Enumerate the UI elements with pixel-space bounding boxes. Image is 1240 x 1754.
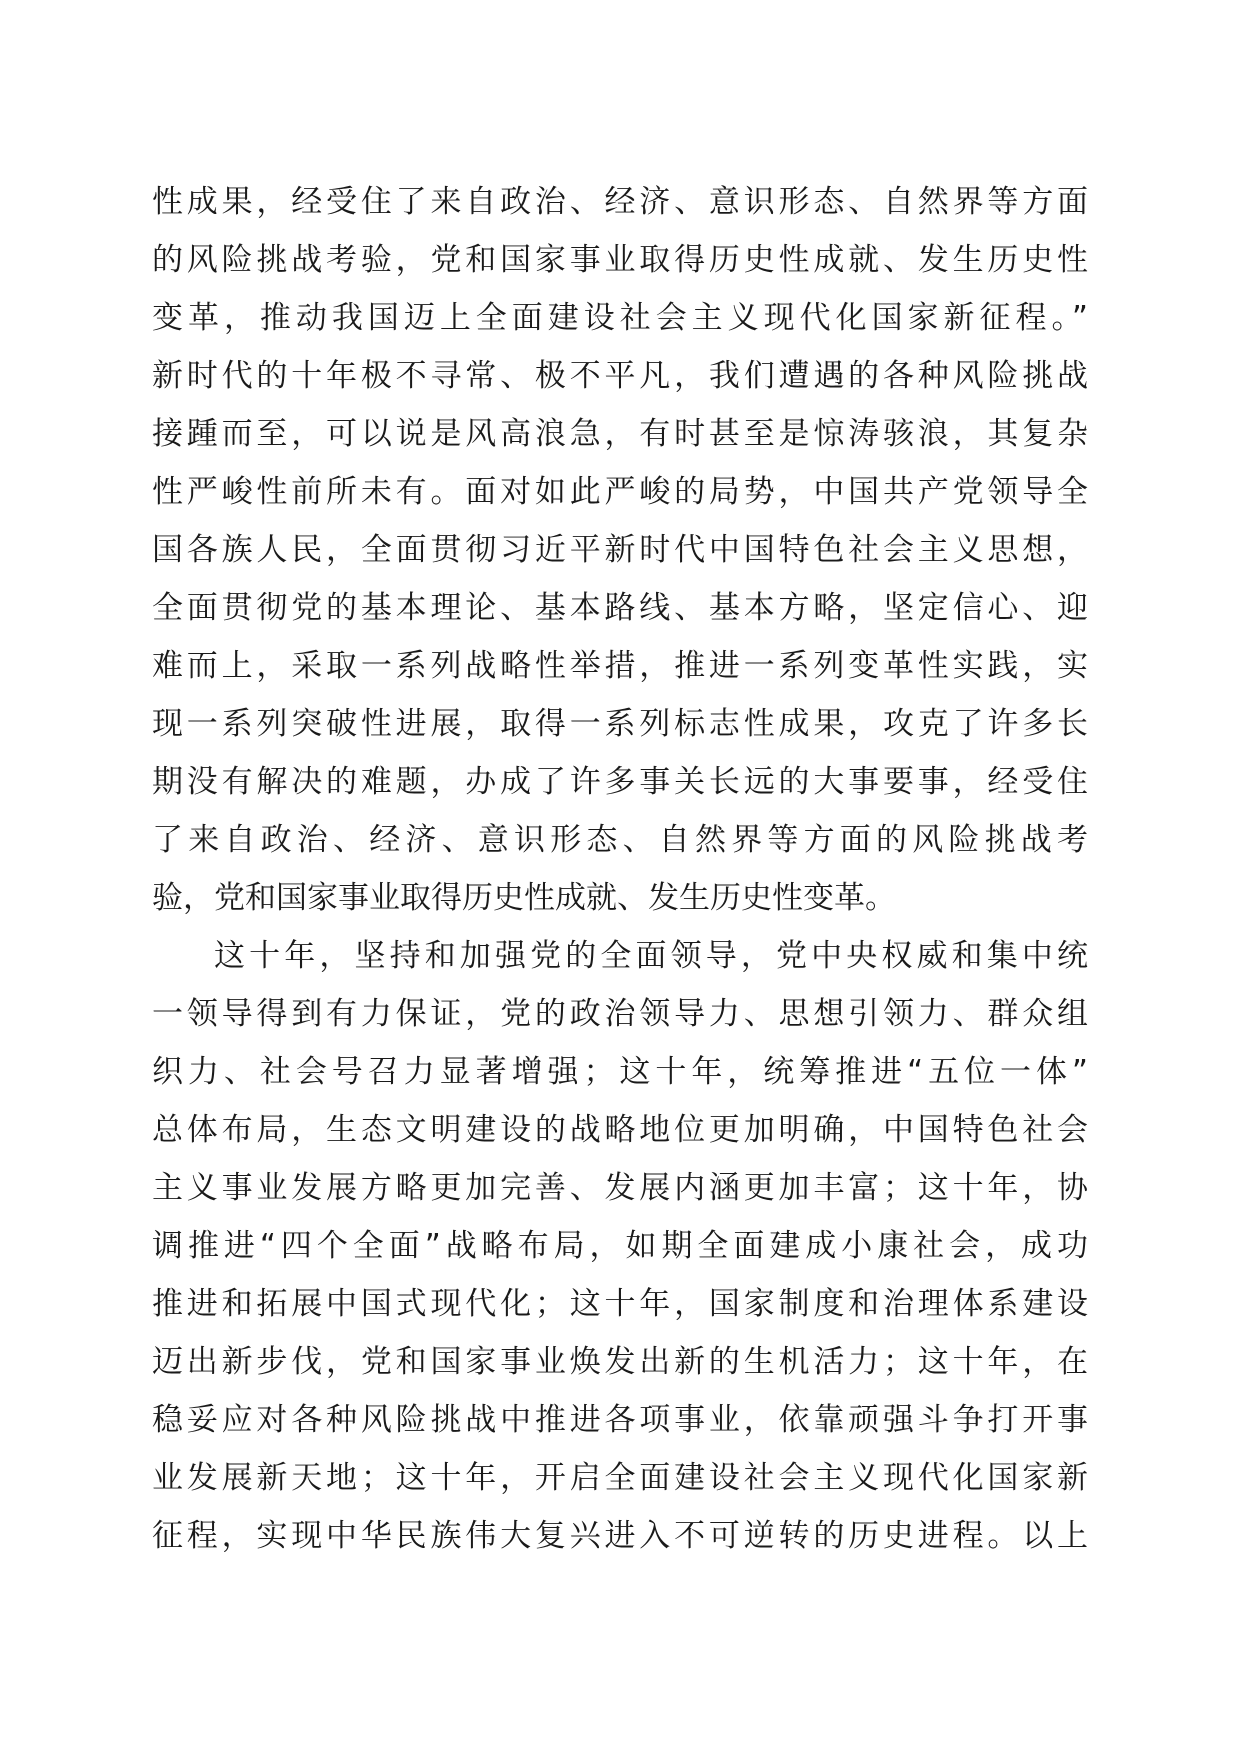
text-line: 的风险挑战考验，党和国家事业取得历史性成就、发生历史性 bbox=[152, 242, 1088, 278]
text-line: 这十年，坚持和加强党的全面领导，党中央权威和集中统 bbox=[214, 938, 1088, 974]
text-line: 变革，推动我国迈上全面建设社会主义现代化国家新征程。” bbox=[152, 300, 1088, 336]
text-line: 业发展新天地；这十年，开启全面建设社会主义现代化国家新 bbox=[152, 1460, 1088, 1496]
text-line: 全面贯彻党的基本理论、基本路线、基本方略，坚定信心、迎 bbox=[152, 590, 1088, 626]
text-line: 新时代的十年极不寻常、极不平凡，我们遭遇的各种风险挑战 bbox=[152, 358, 1088, 394]
text-line: 稳妥应对各种风险挑战中推进各项事业，依靠顽强斗争打开事 bbox=[152, 1402, 1088, 1438]
text-line: 验，党和国家事业取得历史性成就、发生历史性变革。 bbox=[152, 880, 896, 916]
paragraph-2 bbox=[152, 927, 1088, 1565]
text-line: 性严峻性前所未有。面对如此严峻的局势，中国共产党领导全 bbox=[152, 474, 1088, 510]
text-line: 调推进“四个全面”战略布局，如期全面建成小康社会，成功 bbox=[152, 1228, 1088, 1264]
text-line: 难而上，采取一系列战略性举措，推进一系列变革性实践，实 bbox=[152, 648, 1088, 684]
text-line: 性成果，经受住了来自政治、经济、意识形态、自然界等方面 bbox=[152, 184, 1088, 220]
paragraph-1 bbox=[152, 173, 1088, 927]
text-line: 国各族人民，全面贯彻习近平新时代中国特色社会主义思想， bbox=[152, 532, 1088, 568]
text-line: 了来自政治、经济、意识形态、自然界等方面的风险挑战考 bbox=[152, 822, 1088, 858]
text-line: 现一系列突破性进展，取得一系列标志性成果，攻克了许多长 bbox=[152, 706, 1088, 742]
text-line: 接踵而至，可以说是风高浪急，有时甚至是惊涛骇浪，其复杂 bbox=[152, 416, 1088, 452]
text-line: 征程，实现中华民族伟大复兴进入不可逆转的历史进程。以上 bbox=[152, 1518, 1088, 1554]
text-line: 主义事业发展方略更加完善、发展内涵更加丰富；这十年，协 bbox=[152, 1170, 1088, 1206]
text-line: 推进和拓展中国式现代化；这十年，国家制度和治理体系建设 bbox=[152, 1286, 1088, 1322]
text-line: 总体布局，生态文明建设的战略地位更加明确，中国特色社会 bbox=[152, 1112, 1088, 1148]
text-line: 期没有解决的难题，办成了许多事关长远的大事要事，经受住 bbox=[152, 764, 1088, 800]
text-line: 织力、社会号召力显著增强；这十年，统筹推进“五位一体” bbox=[152, 1054, 1088, 1090]
text-line: 一领导得到有力保证，党的政治领导力、思想引领力、群众组 bbox=[152, 996, 1088, 1032]
text-line: 迈出新步伐，党和国家事业焕发出新的生机活力；这十年，在 bbox=[152, 1344, 1088, 1380]
